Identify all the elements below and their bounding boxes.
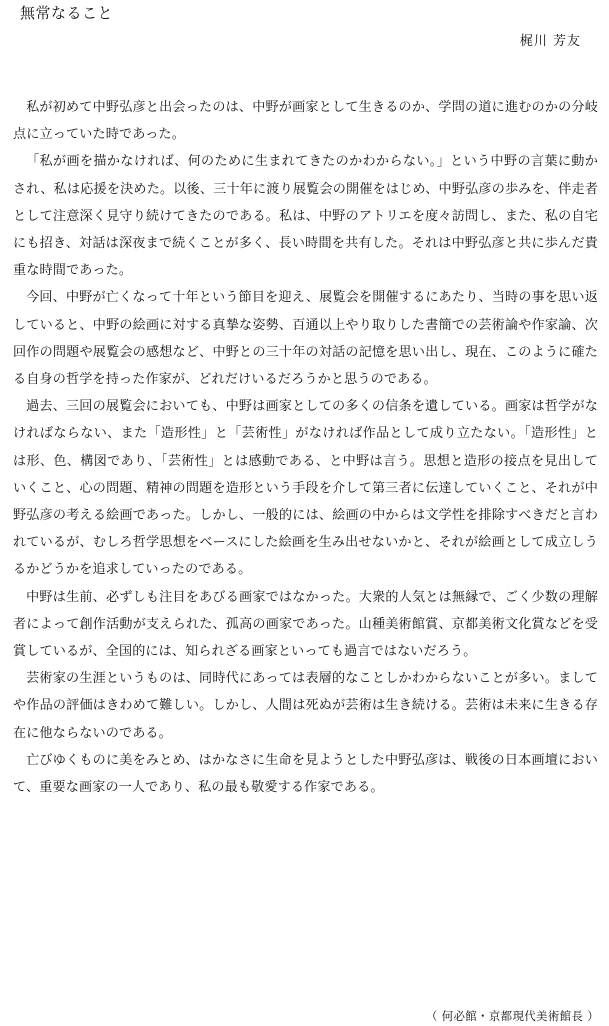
paragraph: 芸術家の生涯というものは、同時代にあっては表層的なことしかわからないことが多い。ましてや作品の評価はきわめて難しい。しかし、人間は死ぬが芸術は生き続ける。芸術は未来に生きる存在に他ならないのである。 — [13, 671, 598, 741]
author-affiliation: （ 何必館・京都現代美術館長 ） — [425, 1009, 599, 1023]
essay-body — [13, 94, 598, 801]
paragraph: 中野は生前、必ずしも注目をあびる画家ではなかった。大衆的人気とは無縁で、ごく少数の理解者によって創作活動が支えられた、孤高の画家であった。山種美術館賞、京都美術文化賞などを受賞しているが、全国的には、知られざる画家といっても過言ではないだろう。 — [13, 589, 598, 660]
paragraph: 過去、三回の展覧会においても、中野は画家としての多くの信条を遺している。画家は哲学がなければならない、また「造形性」と「芸術性」がなければ作品として成り立たない。「造形性」とは形、色、構図であり、「芸術性」とは感動である、と中野は言う。思想と造形の接点を見出していくこと、心の問題、精神の問題を造形という手段を介して第三者に伝達していくこと、それが中野弘彦の考える絵画であった。しかし、一般的には、絵画の中からは文学性を排除すべきだと言われているが、むしろ哲学思想をベースにした絵画を生み出せないかと、それが絵画として成立しうるかどうかを追求していったのである。 — [13, 399, 598, 578]
paragraph: 亡びゆくものに美をみとめ、はかなさに生命を見ようとした中野弘彦は、戦後の日本画壇において、重要な画家の一人であり、私の最も敬愛する作家である。 — [13, 752, 598, 796]
page-title: 無常なること — [20, 4, 114, 22]
paragraph: 私が初めて中野弘彦と出会ったのは、中野が画家として生きるのか、学問の道に進むのかの分岐点に立っていた時であった。 — [13, 100, 598, 143]
author-name: 梶川 芳友 — [519, 34, 581, 49]
paragraph: 「私が画を描かなければ、何のために生まれてきたのかわからない。」という中野の言葉に動かされ、私は応援を決めた。以後、三十年に渡り展覧会の開催をはじめ、中野弘彦の歩みを、伴走者として注意深く見守り続けてきたのである。私は、中野のアトリエを度々訪問し、また、私の自宅にも招き、対話は深夜まで続くことが多く、長い時間を共有した。それは中野弘彦と共に歩んだ貴重な時間であった。 — [13, 154, 598, 279]
paragraph: 今回、中野が亡くなって十年という節目を迎え、展覧会を開催するにあたり、当時の事を思い返していると、中野の絵画に対する真摯な姿勢、百通以上やり取りした書簡での芸術論や作家論、次回作の問題や展覧会の感想など、中野との三十年の対話の記憶を思い出し、現在、このように確たる自身の哲学を持った作家が、どれだけいるだろうかと思うのである。 — [13, 290, 598, 388]
